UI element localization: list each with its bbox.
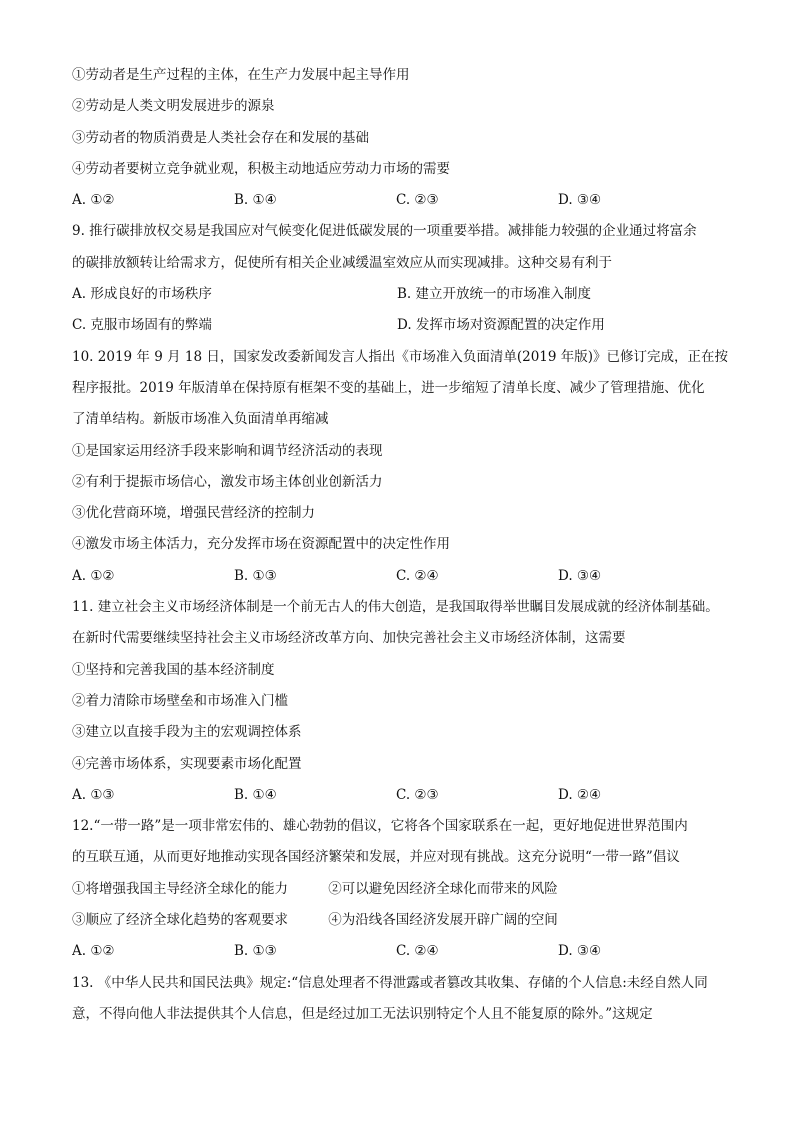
option-a: A. 形成良好的市场秩序 (72, 286, 212, 303)
option-a: A. ①② (72, 943, 115, 960)
question-11 (72, 592, 732, 811)
statement: ③顺应了经济全球化趋势的客观要求 (72, 912, 288, 929)
option-d: D. ③④ (558, 943, 602, 960)
option-c: C. 克服市场固有的弊端 (72, 317, 212, 334)
option-d: D. ③④ (558, 192, 602, 209)
question-8 (72, 60, 732, 216)
question-stem: 12.“一带一路”是一项非常宏伟的、雄心勃勃的倡议，它将各个国家联系在一起，更好地促进世界范围内 (72, 818, 688, 835)
option-c: C. ②④ (396, 943, 439, 960)
answer-options (72, 310, 732, 341)
question-stem: 11. 建立社会主义市场经济体制是一个前无古人的伟大创造，是我国取得举世瞩目发展成就的经济体制基础。 (72, 599, 719, 616)
option-a: A. ①② (72, 567, 115, 584)
question-stem: 意，不得向他人非法提供其个人信息，但是经过加工无法识别特定个人且不能复原的除外。”这规定 (72, 1005, 653, 1022)
statement: ①将增强我国主导经济全球化的能力 (72, 880, 288, 897)
statement: ③劳动者的物质消费是人类社会存在和发展的基础 (72, 129, 369, 146)
statement: ②劳动是人类文明发展进步的源泉 (72, 98, 275, 115)
option-b: B. ①③ (234, 943, 277, 960)
question-9 (72, 216, 732, 341)
answer-options (72, 279, 732, 310)
option-c: C. ②④ (396, 567, 439, 584)
option-b: B. ①④ (234, 786, 277, 803)
statement: ③优化营商环境，增强民营经济的控制力 (72, 505, 315, 522)
statement: ③建立以直接手段为主的宏观调控体系 (72, 724, 302, 741)
answer-options (72, 936, 732, 967)
statement: ②有利于提振市场信心，激发市场主体创业创新活力 (72, 473, 383, 490)
option-a: A. ①③ (72, 786, 115, 803)
option-c: C. ②③ (396, 192, 439, 209)
statement: ②可以避免因经济全球化而带来的风险 (328, 880, 558, 897)
statement-pair (72, 874, 732, 905)
answer-options (72, 185, 732, 216)
answer-options (72, 561, 732, 592)
question-stem: 的碳排放额转让给需求方，促使所有相关企业减缓温室效应从而实现减排。这种交易有利于 (72, 254, 612, 271)
statement: ①坚持和完善我国的基本经济制度 (72, 661, 275, 678)
statement: ④为沿线各国经济发展开辟广阔的空间 (328, 912, 558, 929)
question-stem: 的互联互通，从而更好地推动实现各国经济繁荣和发展，并应对现有挑战。这充分说明“一带一路”倡议 (72, 849, 680, 866)
statement: ①是国家运用经济手段来影响和调节经济活动的表现 (72, 442, 383, 459)
question-13 (72, 968, 732, 1031)
question-12 (72, 811, 732, 967)
question-stem: 10. 2019 年 9 月 18 日，国家发改委新闻发言人指出《市场准入负面清单(2019 年版)》已修订完成，正在按 (72, 348, 729, 365)
question-stem: 了清单结构。新版市场准入负面清单再缩减 (72, 411, 329, 428)
question-stem: 13. 《中华人民共和国民法典》规定:“信息处理者不得泄露或者篡改其收集、存储的个人信息:未经自然人同 (72, 974, 708, 991)
option-b: B. ①③ (234, 567, 277, 584)
option-d: D. ③④ (558, 567, 602, 584)
statement: ①劳动者是生产过程的主体，在生产力发展中起主导作用 (72, 67, 410, 83)
question-10 (72, 342, 732, 592)
statement-pair (72, 905, 732, 936)
option-b: B. ①④ (234, 192, 277, 209)
statement: ④激发市场主体活力，充分发挥市场在资源配置中的决定性作用 (72, 536, 450, 553)
statement: ④完善市场体系，实现要素市场化配置 (72, 755, 302, 772)
question-stem: 在新时代需要继续坚持社会主义市场经济改革方向、加快完善社会主义市场经济体制，这需要 (72, 630, 626, 647)
statement: ④劳动者要树立竞争就业观，积极主动地适应劳动力市场的需要 (72, 160, 450, 177)
statement: ②着力清除市场壁垒和市场准入门槛 (72, 692, 288, 709)
option-d: D. ②④ (558, 786, 602, 803)
question-stem: 程序报批。2019 年版清单在保持原有框架不变的基础上，进一步缩短了清单长度、减少了管理措施、优化 (72, 379, 705, 396)
answer-options (72, 780, 732, 811)
option-a: A. ①② (72, 192, 115, 209)
option-c: C. ②③ (396, 786, 439, 803)
exam-page (72, 60, 732, 1030)
option-b: B. 建立开放统一的市场准入制度 (397, 286, 592, 303)
option-d: D. 发挥市场对资源配置的决定作用 (397, 317, 605, 334)
question-stem: 9. 推行碳排放权交易是我国应对气候变化促进低碳发展的一项重要举措。减排能力较强的企业通过将富余 (72, 223, 697, 240)
